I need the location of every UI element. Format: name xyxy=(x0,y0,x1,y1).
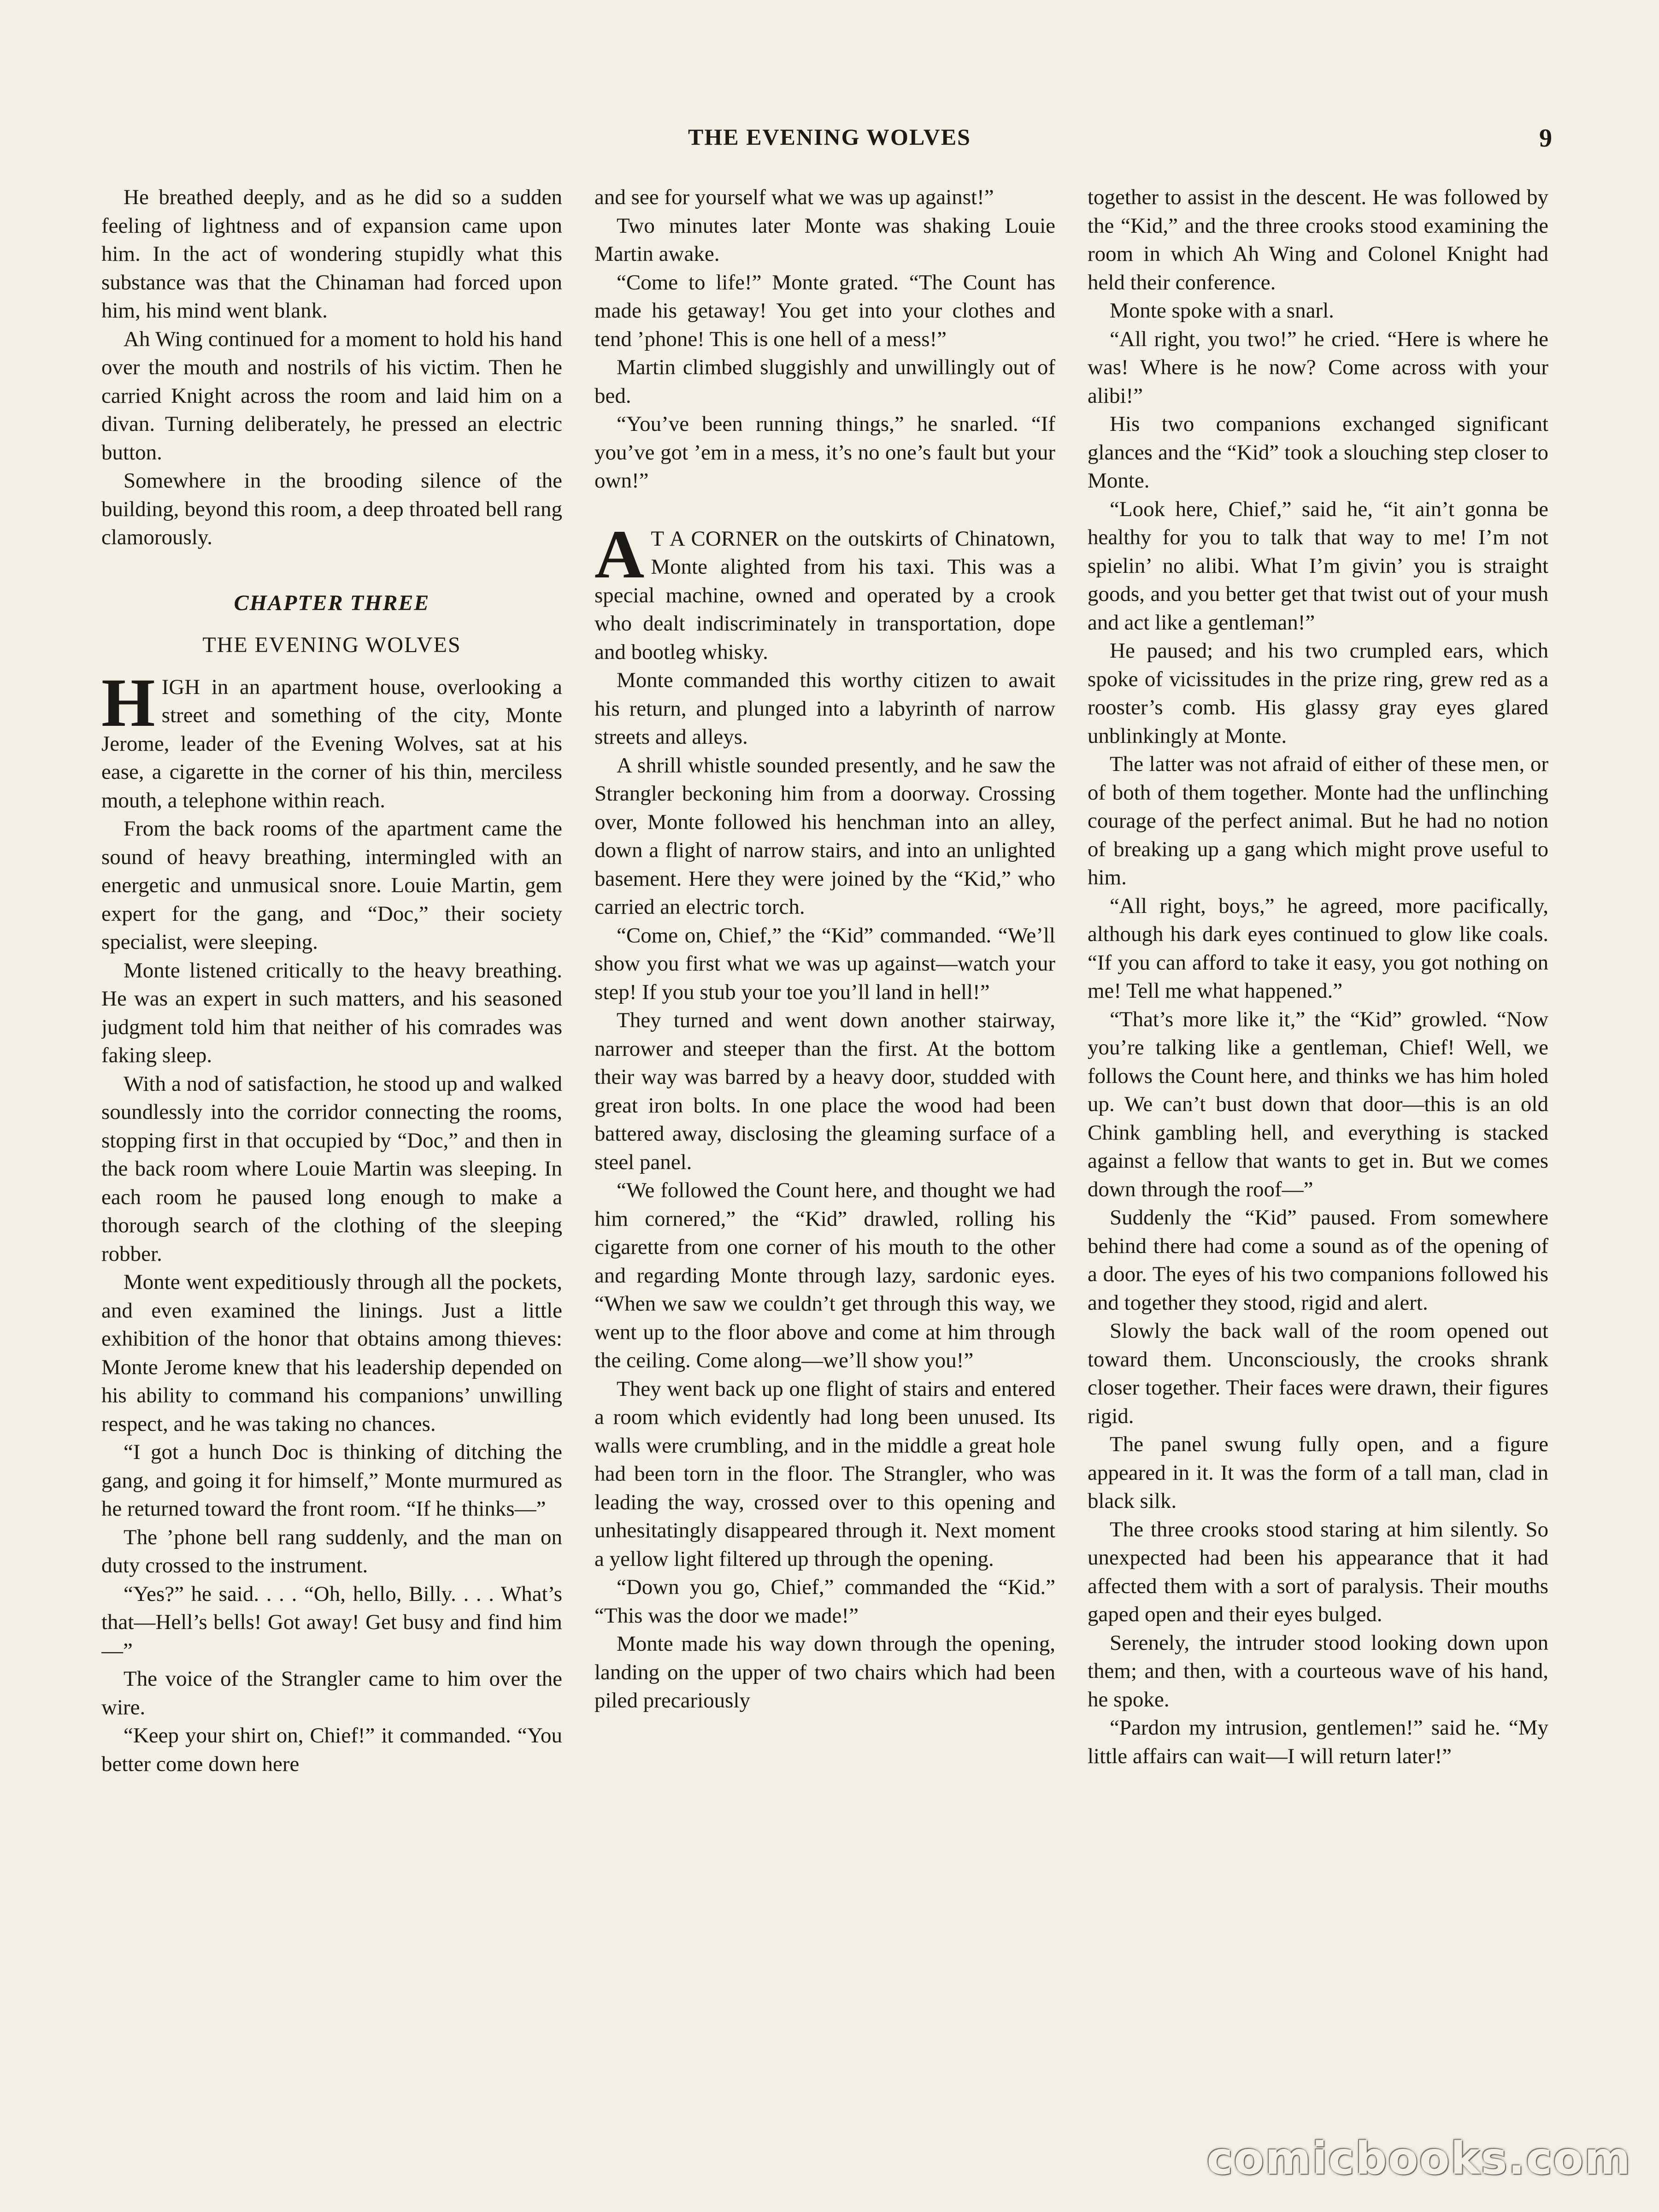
paragraph: He breathed deeply, and as he did so a sudden feeling of lightness and of expansion came upon him. In the act of wondering stupidly what this substance was that the Chinaman had forced upon him, his mind went blank. xyxy=(101,185,562,323)
drop-cap: A xyxy=(594,516,645,593)
section-opening-paragraph xyxy=(594,516,1055,667)
paragraph-text: IGH in an apartment house, overlooking a street and something of the city, Monte Jerome, leader of the Evening Wolves, sat at his ease, a cigarette in the corner of his thin, merciless mouth, a telephone within reach. xyxy=(101,675,562,812)
text-columns xyxy=(101,183,1558,2119)
paragraph: “Keep your shirt on, Chief!” it commanded. “You better come down here xyxy=(101,1724,562,1776)
paragraph: “I got a hunch Doc is thinking of ditching the gang, and going it for himself,” Monte murmured as he returned toward the front room. “If he thinks—” xyxy=(101,1440,562,1521)
drop-cap: H xyxy=(101,664,155,741)
chapter-title: THE EVENING WOLVES xyxy=(202,633,461,657)
paragraph: “You’ve been running things,” he snarled. “If you’ve got ’em in a mess, it’s no one’s fault but your own!” xyxy=(594,412,1055,493)
paragraph: He paused; and his two crumpled ears, which spoke of vicissitudes in the prize ring, grew red as a rooster’s comb. His glassy gray eyes glared unblinkingly at Monte. xyxy=(1088,639,1548,748)
paragraph: “Look here, Chief,” said he, “it ain’t gonna be healthy for you to talk that way to me! I’m not spielin’ no alibi. What I’m givin’ you is straight goods, and you better get that twist out of your mush and act like a gentleman!” xyxy=(1088,497,1548,635)
paragraph: Monte commanded this worthy citizen to await his return, and plunged into a labyrinth of narrow streets and alleys. xyxy=(594,668,1055,749)
paragraph: Monte went expeditiously through all the pockets, and even examined the linings. Just a little exhibition of the honor that obtains among thieves: Monte Jerome knew that his leadership depended on his ability to command his companions’ unwilling respect, and he was taking no chances. xyxy=(101,1270,562,1436)
page-number: 9 xyxy=(1539,124,1552,153)
paragraph: Monte spoke with a snarl. xyxy=(1110,299,1334,323)
paragraph: “All right, boys,” he agreed, more pacifically, although his dark eyes continued to glow like coals. “If you can afford to take it easy, you got nothing on me! Tell me what happened.” xyxy=(1088,894,1548,1003)
paragraph: The ’phone bell rang suddenly, and the man on duty crossed to the instrument. xyxy=(101,1525,562,1577)
paragraph: “All right, you two!” he cried. “Here is where he was! Where is he now? Come across with your alibi!” xyxy=(1088,327,1548,408)
paragraph: Somewhere in the brooding silence of the building, beyond this room, a deep throated bell rang clamorously. xyxy=(101,469,562,549)
section-break xyxy=(594,495,1055,525)
watermark: comicbooks.com xyxy=(1206,2133,1631,2184)
column-1 xyxy=(101,183,562,2119)
paragraph: Slowly the back wall of the room opened out toward them. Unconsciously, the crooks shrank closer together. Their faces were drawn, their figures rigid. xyxy=(1088,1319,1548,1428)
running-title: THE EVENING WOLVES xyxy=(688,124,971,150)
page-header xyxy=(0,124,1659,160)
paragraph: “Pardon my intrusion, gentlemen!” said he. “My little affairs can wait—I will return later!” xyxy=(1088,1716,1548,1768)
paragraph: and see for yourself what we was up against!” xyxy=(594,185,994,209)
paragraph: The latter was not afraid of either of these men, or of both of them together. Monte had the unflinching courage of the perfect animal. But he had no notion of breaking up a gang which might prove useful to him. xyxy=(1088,752,1548,889)
chapter-opening-paragraph xyxy=(101,664,562,815)
paragraph: Ah Wing continued for a moment to hold his hand over the mouth and nostrils of his victim. Then he carried Knight across the room and laid him on a divan. Turning deliberately, he pressed an electric button. xyxy=(101,327,562,465)
paragraph: “Come to life!” Monte grated. “The Count has made his getaway! You get into your clothes and tend ’phone! This is one hell of a mess!” xyxy=(594,270,1055,351)
column-2 xyxy=(594,183,1055,2119)
paragraph: From the back rooms of the apartment came the sound of heavy breathing, intermingled with an energetic and unmusical snore. Louie Martin, gem expert for the gang, and “Doc,” their society specialist, were sleeping. xyxy=(101,817,562,954)
paragraph: Suddenly the “Kid” paused. From somewhere behind there had come a sound as of the opening of a door. The eyes of his two companions followed his and together they stood, rigid and alert. xyxy=(1088,1206,1548,1315)
paragraph: The voice of the Strangler came to him over the wire. xyxy=(101,1667,562,1719)
paragraph: Monte made his way down through the opening, landing on the upper of two chairs which had been piled precariously xyxy=(594,1632,1055,1712)
paragraph: together to assist in the descent. He was followed by the “Kid,” and the three crooks stood examining the room in which Ah Wing and Colonel Knight had held their conference. xyxy=(1088,185,1548,294)
paragraph: They turned and went down another stairway, narrower and steeper than the first. At the bottom their way was barred by a heavy door, studded with great iron bolts. In one place the wood had been battered away, disclosing the gleaming surface of a steel panel. xyxy=(594,1008,1055,1174)
paragraph: “Come on, Chief,” the “Kid” commanded. “We’ll show you first what we was up against—watch your step! If you stub your toe you’ll land in hell!” xyxy=(594,923,1055,1004)
paragraph: Two minutes later Monte was shaking Louie Martin awake. xyxy=(594,213,1055,266)
paragraph: The three crooks stood staring at him silently. So unexpected had been his appearance that it had affected them with a sort of paralysis. Their mouths gaped open and their eyes bulged. xyxy=(1088,1517,1548,1626)
paragraph: His two companions exchanged significant glances and the “Kid” took a slouching step closer to Monte. xyxy=(1088,412,1548,493)
paragraph-text: T A CORNER on the outskirts of Chinatown, Monte alighted from his taxi. This was a special machine, owned and operated by a crook who dealt indiscriminately in transportation, dope and bootleg whisky. xyxy=(594,526,1055,664)
paragraph: “Down you go, Chief,” commanded the “Kid.” “This was the door we made!” xyxy=(594,1575,1055,1628)
paragraph: A shrill whistle sounded presently, and he saw the Strangler beckoning him from a doorway. Crossing over, Monte followed his henchman into an alley, down a flight of narrow stairs, and into an unlighted basement. Here they were joined by the “Kid,” who carried an electric torch. xyxy=(594,753,1055,919)
chapter-label: CHAPTER THREE xyxy=(234,590,430,615)
paragraph: Serenely, the intruder stood looking down upon them; and then, with a courteous wave of his hand, he spoke. xyxy=(1088,1630,1548,1712)
paragraph: Monte listened critically to the heavy breathing. He was an expert in such matters, and his seasoned judgment told him that neither of his comrades was faking sleep. xyxy=(101,958,562,1067)
paragraph: “That’s more like it,” the “Kid” growled. “Now you’re talking like a gentleman, Chief! Well, we follows the Count here, and thinks we has him holed up. We can’t bust down that door—this is an old Chink gambling hell, and everything is stacked against a fellow that wants to get in. But we comes down through the roof—” xyxy=(1088,1007,1548,1201)
paragraph: Martin climbed sluggishly and unwillingly out of bed. xyxy=(594,355,1055,408)
paragraph: They went back up one flight of stairs and entered a room which evidently had long been unused. Its walls were crumbling, and in the middle a great hole had been torn in the floor. The Strangler, who was leading the way, crossed over to this opening and unhesitatingly disappeared through it. Next moment a yellow light filtered up through the opening. xyxy=(594,1377,1055,1571)
paragraph: “Yes?” he said. . . . “Oh, hello, Billy. . . . What’s that—Hell’s bells! Got away! Get busy and find him—” xyxy=(101,1582,562,1663)
paragraph: The panel swung fully open, and a figure appeared in it. It was the form of a tall man, clad in black silk. xyxy=(1088,1432,1548,1513)
paragraph: With a nod of satisfaction, he stood up and walked soundlessly into the corridor connecting the rooms, stopping first in that occupied by “Doc,” and then in the back room where Louie Martin was sleeping. In each room he paused long enough to make a thorough search of the clothing of the sleeping robber. xyxy=(101,1071,562,1266)
paragraph: “We followed the Count here, and thought we had him cornered,” the “Kid” drawled, rolling his cigarette from one corner of his mouth to the other and regarding Monte through lazy, sardonic eyes. “When we saw we couldn’t get through this way, we went up to the floor above and come at him through the ceiling. Come along—we’ll show you!” xyxy=(594,1178,1055,1372)
column-3 xyxy=(1088,183,1548,2119)
